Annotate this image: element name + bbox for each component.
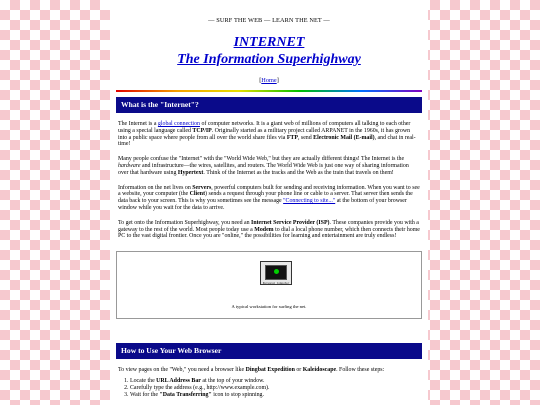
paragraph: To view pages on the "Web," you need a browser like Dingbat Expedition or Kaleidoscape. Follow these steps:	[118, 367, 385, 374]
section-heading-what-is-internet: What is the "Internet"?	[116, 97, 422, 113]
page-subtitle[interactable]: The Information Superhighway	[177, 52, 361, 67]
paragraph: Many people confuse the "Internet" with the "World Wide Web," but they are actually different things! The Internet is the hardware and infrastructure—the wires, satellites, and routers. The World Wide Web is just one way of sharing information over that hardware using Hypertext. Think of the Internet as the tracks and the Web as the train that travels on them!	[118, 156, 409, 176]
computer-screen	[265, 265, 287, 280]
home-link[interactable]: Home	[261, 77, 277, 84]
list-item: 2. Carefully type the address (e.g., http://www.example.com).	[130, 385, 420, 392]
computer-label: Personal Computer	[262, 282, 290, 286]
home-nav: [Home]	[259, 77, 279, 84]
paragraph: Information on the net lives on Servers, powerful computers built for sending and receiving information. When you want to see a website, your computer (the Client) sends a request through your phone line or cable to a server. That server then sends the data back to your screen. This is why you sometimes see the message "Connecting to site..." at the bottom of your browser window while you wait for the data to arrive.	[118, 184, 420, 211]
connecting-to-site-link[interactable]: "Connecting to site..."	[283, 198, 336, 205]
section-browser	[118, 367, 420, 398]
section-heading-browser: How to Use Your Web Browser	[116, 343, 422, 359]
paragraph: The Internet is a global connection of computer networks. It is a giant web of millions of computers all talking to each other using a special language called TCP/IP. Originally started as a military project called ARPANET in the 1960s, it has grown into a public space where people from all over the world share files via FTP, send Electronic Mail (E-mail), and chat in real-time!	[118, 121, 416, 148]
list-item: 3. Wait for the "Data Transferring" icon to stop spinning.	[130, 392, 420, 399]
page-title[interactable]: INTERNET	[233, 35, 305, 50]
workstation-figure	[116, 251, 422, 319]
browser-steps-list	[118, 378, 420, 398]
computer-icon	[260, 261, 292, 285]
page-kicker: — SURF THE WEB — LEARN THE NET —	[208, 17, 330, 24]
list-item: 1. Locate the URL Address Bar at the top of your window.	[130, 378, 420, 385]
rainbow-divider	[116, 90, 422, 92]
power-led-icon	[274, 269, 279, 274]
global-connection-link[interactable]: global connection	[157, 121, 200, 127]
figure-caption: A typical workstation for surfing the net.	[231, 304, 307, 310]
section-what-is-internet	[118, 121, 420, 240]
paragraph: To get onto the Information Superhighway, you need an Internet Service Provider (ISP). These companies provide you with a gateway to the rest of the world. Most people today use a Modem to dial a local phone number, which then connects their home PC to the vast digital frontier. Once you are "online," the possibilities for learning and entertainment are truly endless!	[118, 219, 420, 240]
page-body	[110, 0, 428, 405]
